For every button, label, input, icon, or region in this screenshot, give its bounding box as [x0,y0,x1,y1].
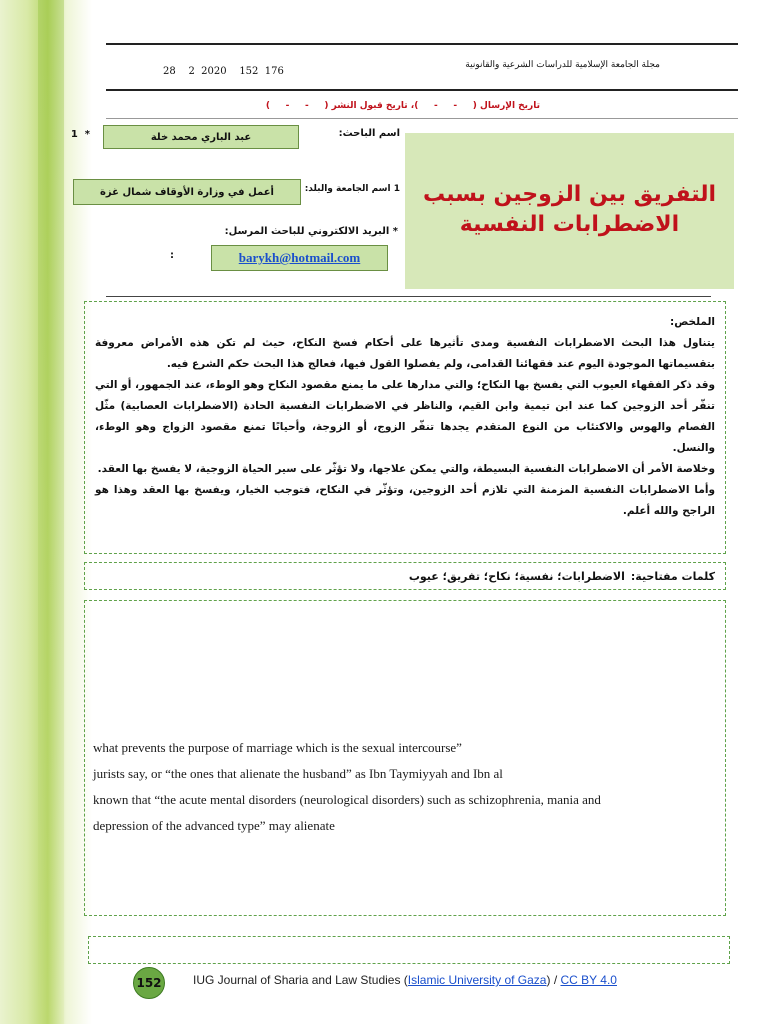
email-colon: : [170,250,174,261]
researcher-name-label: اسم الباحث: [338,128,400,139]
page-number: 152 [136,976,162,990]
title-rule [106,296,711,297]
journal-name: مجلة الجامعة الإسلامية للدراسات الشرعية والقانونية [465,60,660,70]
abstract-paragraph: وقد ذكر الفقهاء العيوب التي يفسخ بها النكاح؛ والتي مدارها على ما يمنع مقصود النكاح وهو الوطء، عند الجمهور، أو التي تنفّر أحد الزوجين كما عند ابن تيمية وابن القيم، والناظر في الاضطرابات النفسية الحادة (الاضطرابات العصابية) مثّل الفصام والهوس والاكتئاب من النوع المتقدم يجدها تنفّر الزوج، أو الزوجة، وأحيانًا تمنع مقصود الزواج وهو الوطء، والنسل. [95,379,715,454]
empty-box [88,936,730,964]
header-top-rule [106,43,738,45]
dates-rule [106,118,738,119]
abstract-heading: الملخص: [670,316,715,328]
email-link[interactable]: barykh@hotmail.com [238,250,361,265]
english-line: what prevents the purpose of marriage which is the sexual intercourse” [93,740,462,755]
page-number-badge [133,967,165,999]
submission-dates: تاريخ الإرسال ( - - )، تاريخ قبول النشر ( - - ) [265,101,540,111]
english-line: jurists say, or “the ones that alienate the husband” as Ibn Taymiyyah and Ibn al [93,766,503,781]
title-box [405,133,734,289]
header-bottom-rule [106,89,738,91]
keywords-value: الاضطرابات؛ نفسية؛ نكاح؛ تفريق؛ عيوب [408,569,625,583]
email-field [211,245,388,271]
name-marker: 1 * [70,129,90,140]
english-abstract-box [84,600,726,916]
footer-separator: ) / [546,973,561,987]
license-link[interactable]: CC BY 4.0 [560,973,617,987]
keywords-box [84,562,726,590]
footer-journal: IUG Journal of Sharia and Law Studies ( [193,973,408,987]
affiliation-label: 1 اسم الجامعة والبلد: [304,184,400,194]
english-line: depression of the advanced type” may alienate [93,818,335,833]
english-line: known that “the acute mental disorders (neurological disorders) such as schizophrenia, mania and [93,792,601,807]
keywords-label: كلمات مفتاحية: [630,569,715,583]
university-link[interactable]: Islamic University of Gaza [407,973,547,987]
email-label: * البريد الالكتروني للباحث المرسل: [224,226,398,237]
volume-info: 28 2 2020 152 176 [163,66,284,77]
abstract-paragraph: يتناول هذا البحث الاضطرابات النفسية ومدى تأثيرها على أحكام فسخ النكاح، حيث لم تكن هذه الأمراض معروفة بتقسيماتها الموجودة اليوم عند فقهائنا القدامى، ولم يفصلوا القول فيها، فعالج هذا البحث حكم الشرع فيه. [95,337,715,370]
abstract-paragraph: وخلاصة الأمر أن الاضطرابات النفسية البسيطة، والتي يمكن علاجها، ولا تؤثّر على سير الحياة الزوجية، لا يفسخ بها العقد. [97,463,715,475]
paper-title-line2: الاضطرابات النفسية [459,212,680,237]
paper-title-line1: التفريق بين الزوجين بسبب [422,182,717,207]
researcher-name-field: عبد الباري محمد خلة [103,125,299,149]
abstract-paragraph: وأما الاضطرابات النفسية المزمنة التي تلازم أحد الزوجين، وتؤثّر في النكاح، فتوجب الخيار، ويفسخ بها العقد وهذا هو الراجح والله أعلم. [95,484,715,517]
affiliation-field: أعمل في وزارة الأوقاف شمال غزة [73,179,301,205]
footer-citation [193,973,653,987]
side-swoosh [38,0,64,1024]
arabic-abstract-box [84,301,726,554]
